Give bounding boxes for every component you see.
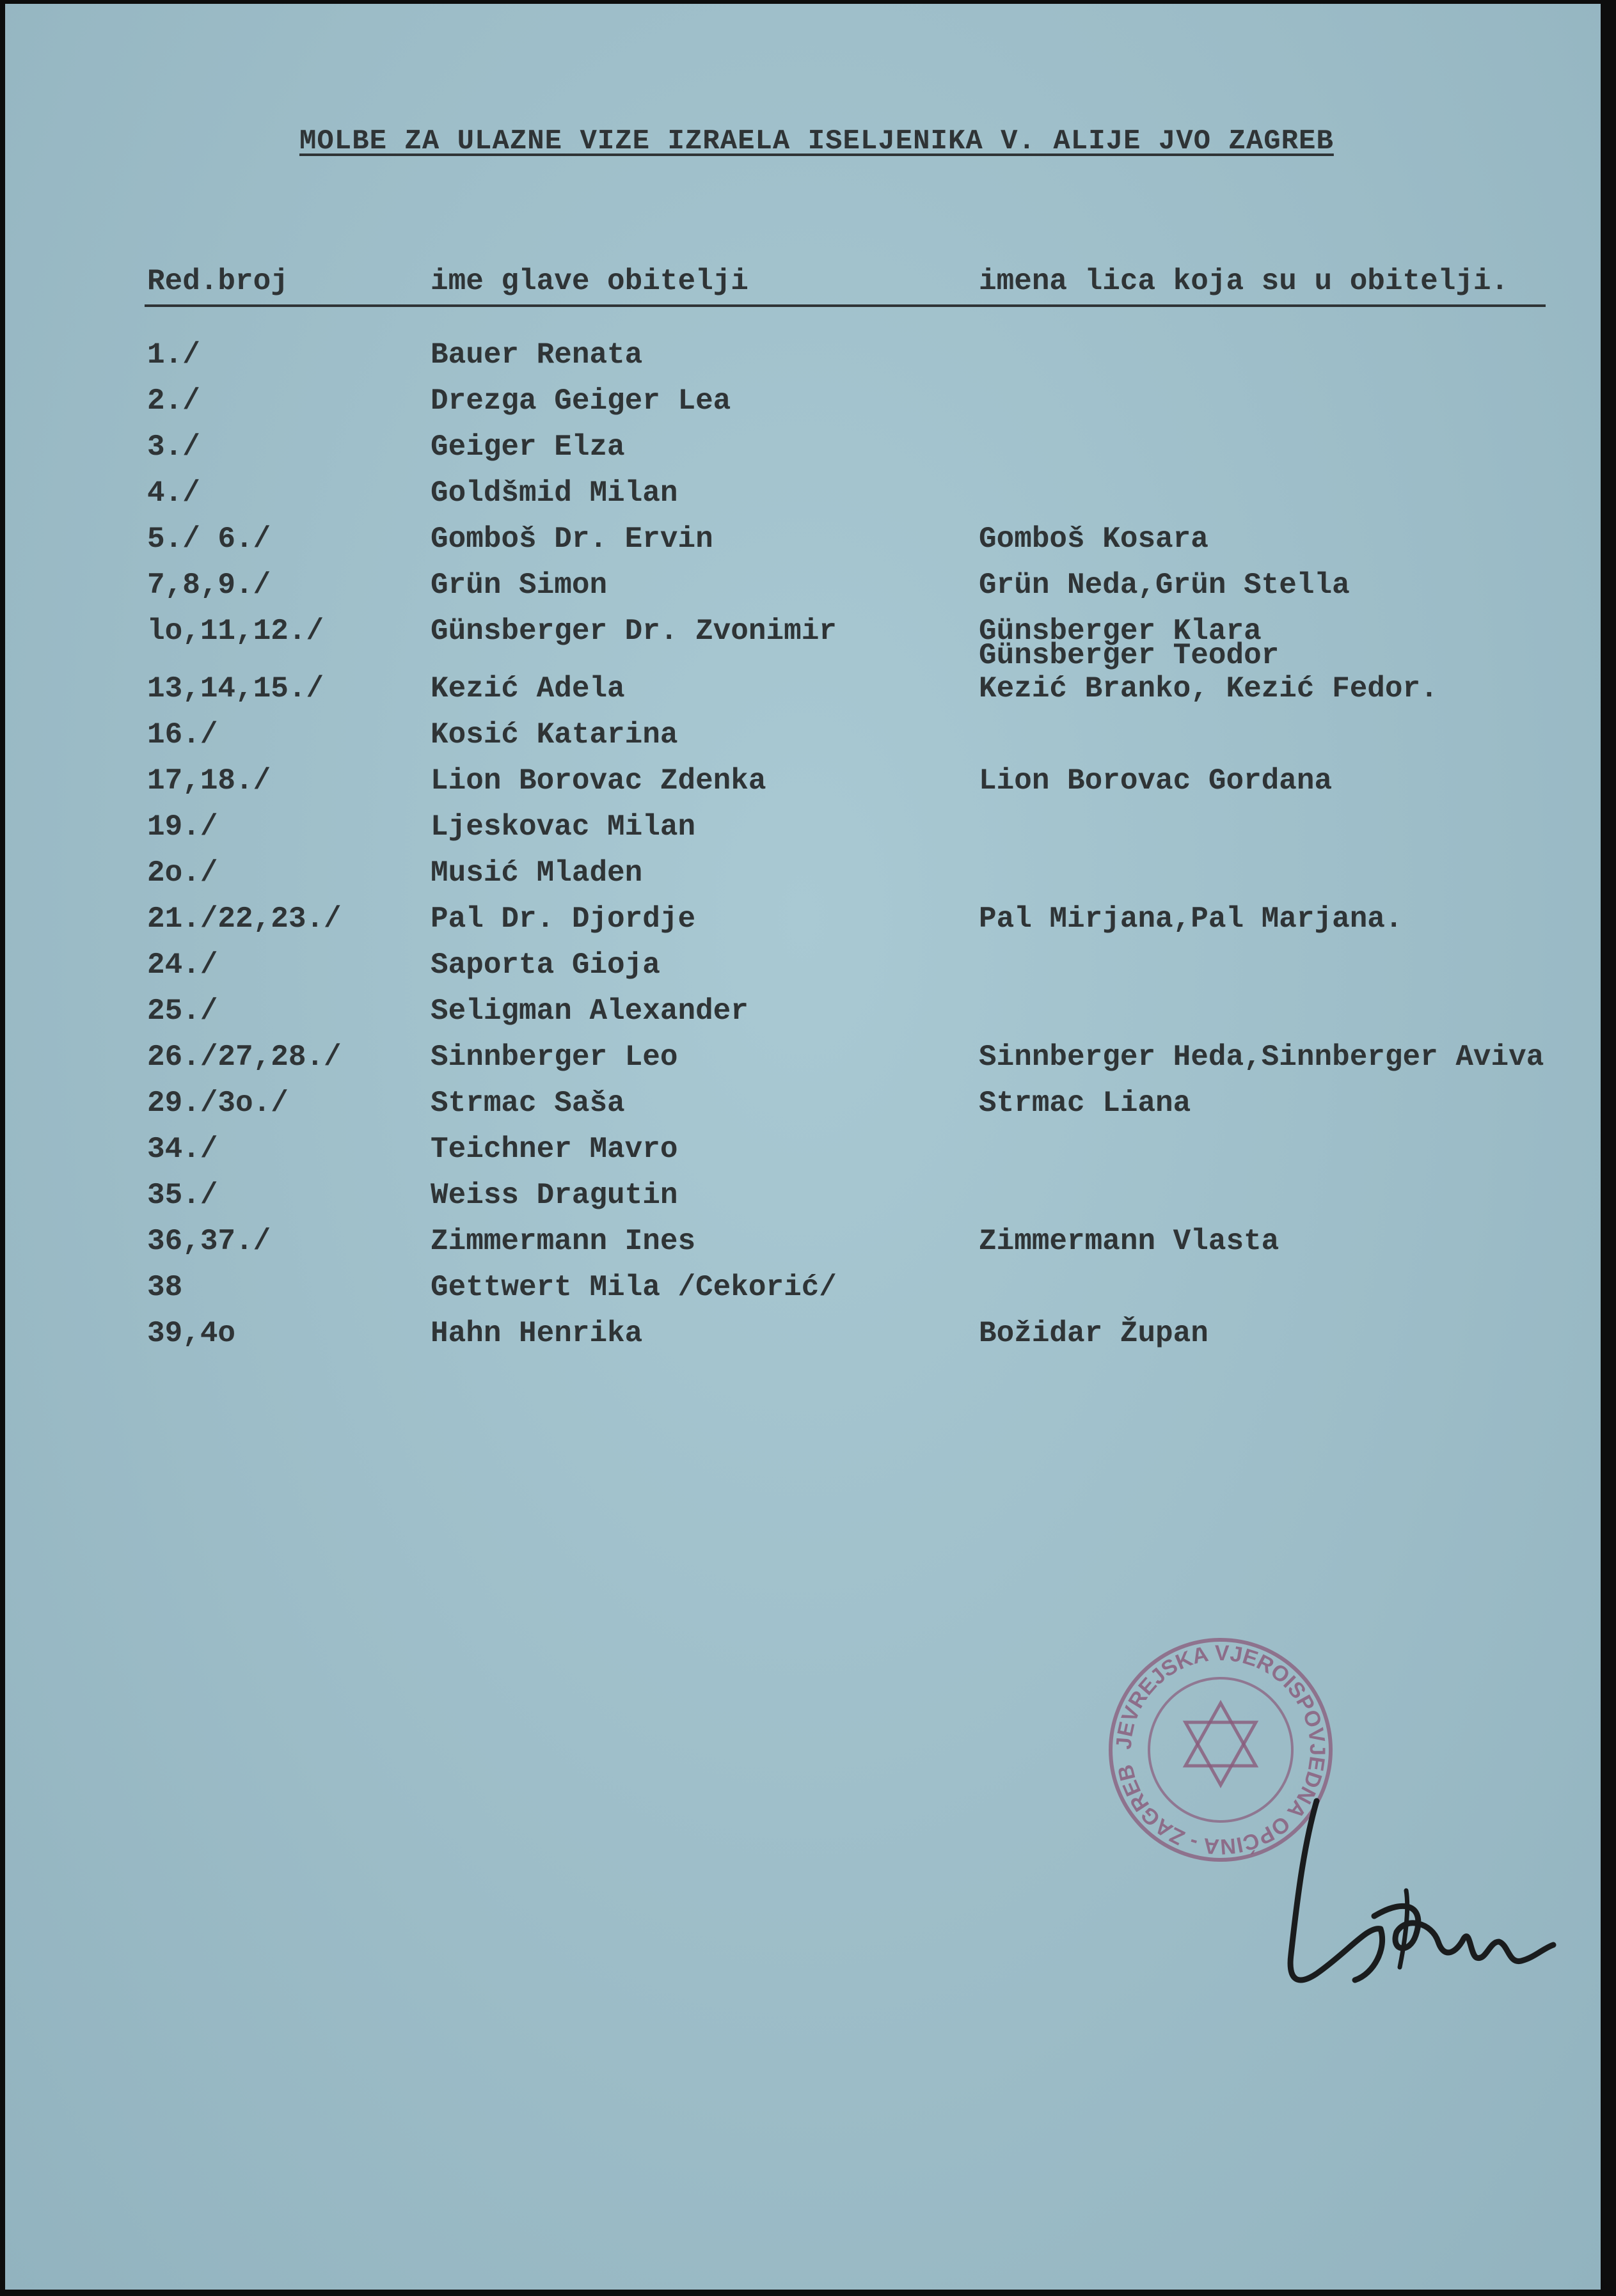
document-title: MOLBE ZA ULAZNE VIZE IZRAELA ISELJENIKA V. ALIJE JVO ZAGREB [299, 125, 1334, 157]
head-of-family: Saporta Gioja [431, 948, 660, 982]
head-of-family: Goldšmid Milan [431, 476, 678, 510]
head-of-family: Gomboš Dr. Ervin [431, 523, 713, 556]
head-of-family: Geiger Elza [431, 430, 625, 464]
family-members: Pal Mirjana,Pal Marjana. [979, 902, 1403, 936]
list-row [5, 569, 1601, 619]
head-of-family: Pal Dr. Djordje [431, 902, 696, 936]
row-number: 17,18./ [147, 764, 271, 798]
list-row [5, 995, 1601, 1045]
row-number: lo,11,12./ [147, 615, 324, 648]
list-row [5, 338, 1601, 389]
header-rule [145, 304, 1546, 307]
head-of-family: Kosić Katarina [431, 718, 678, 751]
seal-text: JEVREJSKA VJEROISPOVJEDNA OPĆINA - ZAGREB [1111, 1640, 1330, 1859]
column-header-number: Red.broj [147, 265, 289, 298]
row-number: 4./ [147, 476, 200, 510]
row-number: 29./3o./ [147, 1087, 289, 1120]
list-row [5, 948, 1601, 999]
head-of-family: Strmac Saša [431, 1087, 625, 1120]
family-members: Gomboš Kosara [979, 523, 1208, 556]
list-row [5, 1179, 1601, 1229]
column-header-family-members: imena lica koja su u obitelji. [979, 265, 1509, 298]
document-page [5, 4, 1601, 2290]
head-of-family: Sinnberger Leo [431, 1041, 678, 1074]
head-of-family: Ljeskovac Milan [431, 810, 696, 844]
family-members: Božidar Župan [979, 1317, 1208, 1350]
family-members: Lion Borovac Gordana [979, 764, 1333, 798]
row-number: 19./ [147, 810, 218, 844]
head-of-family: Musić Mladen [431, 856, 643, 890]
family-members: Sinnberger Heda,Sinnberger Aviva [979, 1041, 1544, 1074]
head-of-family: Weiss Dragutin [431, 1179, 678, 1212]
head-of-family: Lion Borovac Zdenka [431, 764, 766, 798]
head-of-family: Bauer Renata [431, 338, 643, 372]
row-number: 34./ [147, 1133, 218, 1166]
handwritten-signature [1278, 1788, 1560, 1999]
row-number: 2o./ [147, 856, 218, 890]
row-number: 2./ [147, 384, 200, 418]
list-row [5, 523, 1601, 573]
list-row [5, 1087, 1601, 1137]
column-header-head-of-family: ime glave obitelji [431, 265, 749, 298]
row-number: 1./ [147, 338, 200, 372]
head-of-family: Günsberger Dr. Zvonimir [431, 615, 837, 648]
row-number: 7,8,9./ [147, 569, 271, 602]
row-number: 3./ [147, 430, 200, 464]
list-row [5, 1041, 1601, 1091]
head-of-family: Teichner Mavro [431, 1133, 678, 1166]
row-number: 21./22,23./ [147, 902, 342, 936]
head-of-family: Hahn Henrika [431, 1317, 643, 1350]
list-row [5, 1271, 1601, 1321]
family-members: Zimmermann Vlasta [979, 1225, 1279, 1258]
row-number: 5./ 6./ [147, 523, 271, 556]
list-row [5, 810, 1601, 861]
list-row [5, 856, 1601, 907]
family-members: Strmac Liana [979, 1087, 1191, 1120]
family-members: Grün Neda,Grün Stella [979, 569, 1350, 602]
list-row [5, 476, 1601, 527]
family-members: Günsberger Klara Günsberger Teodor [979, 615, 1279, 672]
list-row [5, 902, 1601, 953]
list-row [5, 430, 1601, 481]
head-of-family: Seligman Alexander [431, 995, 749, 1028]
list-row [5, 1225, 1601, 1275]
family-members: Kezić Branko, Kezić Fedor. [979, 672, 1438, 705]
list-row [5, 764, 1601, 815]
row-number: 26./27,28./ [147, 1041, 342, 1074]
list-row [5, 672, 1601, 723]
row-number: 38 [147, 1271, 183, 1304]
row-number: 35./ [147, 1179, 218, 1212]
row-number: 24./ [147, 948, 218, 982]
list-row [5, 718, 1601, 769]
head-of-family: Kezić Adela [431, 672, 625, 705]
row-number: 25./ [147, 995, 218, 1028]
row-number: 39,4o [147, 1317, 236, 1350]
list-row [5, 384, 1601, 435]
list-row [5, 1133, 1601, 1183]
list-row [5, 615, 1601, 672]
head-of-family: Grün Simon [431, 569, 608, 602]
head-of-family: Gettwert Mila /Cekorić/ [431, 1271, 837, 1304]
row-number: 16./ [147, 718, 218, 751]
row-number: 36,37./ [147, 1225, 271, 1258]
row-number: 13,14,15./ [147, 672, 324, 705]
head-of-family: Drezga Geiger Lea [431, 384, 731, 418]
head-of-family: Zimmermann Ines [431, 1225, 696, 1258]
list-row [5, 1317, 1601, 1367]
